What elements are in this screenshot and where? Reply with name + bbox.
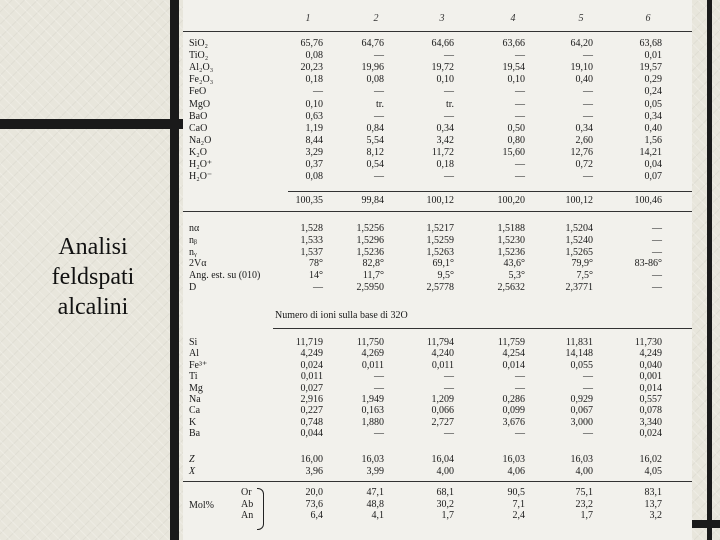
ions-cell: 0,066 — [431, 405, 454, 417]
optics-cell: 1,5259 — [426, 234, 454, 246]
oxides-cell: 5,54 — [366, 134, 384, 146]
oxides-cell: 64,20 — [570, 38, 593, 49]
optics-label: Ang. est. su (010) — [189, 270, 261, 282]
section-rule — [183, 211, 692, 212]
mol-cell: 1,7 — [580, 510, 593, 521]
oxides-cell: 0,54 — [366, 159, 384, 170]
zx-cell: 4,00 — [436, 465, 454, 477]
ions-label: Ti — [189, 371, 198, 383]
oxides-cell: 1,19 — [305, 122, 323, 134]
mol-label: Mol% — [189, 500, 214, 511]
mol-cell: 75,1 — [575, 487, 593, 498]
oxides-label: H₂O⁻ — [189, 171, 213, 183]
ions-cell: 0,014 — [639, 382, 662, 394]
optics-cell: — — [652, 270, 662, 282]
zx-cell: 16,02 — [639, 454, 662, 465]
ions-cell: — — [444, 428, 454, 440]
oxides-cell: 2,60 — [575, 134, 593, 146]
mol-label: An — [241, 510, 254, 521]
ions-cell: 2,727 — [431, 416, 454, 428]
mol-rule — [183, 481, 692, 482]
optics-cell: 1,5236 — [356, 246, 384, 258]
mol-label: Ab — [241, 498, 254, 510]
oxides-cell: 19,10 — [570, 62, 593, 74]
oxides-cell: 0,10 — [305, 98, 323, 110]
mol-cell: 20,0 — [305, 487, 323, 498]
ions-cell: 0,557 — [639, 394, 662, 405]
oxides-cell: 0,63 — [305, 110, 323, 122]
oxides-cell: — — [515, 50, 525, 62]
ions-cell: 0,078 — [639, 405, 662, 417]
mol-cell: 48,8 — [366, 498, 384, 510]
oxides-cell: 0,10 — [507, 74, 525, 86]
ions-cell: 0,067 — [570, 405, 593, 417]
mol-cell: 6,4 — [310, 510, 323, 521]
oxides-cell: 8,44 — [305, 134, 323, 146]
slide-title-line-2: feldspati — [51, 264, 135, 290]
oxides-cell: 64,66 — [431, 38, 454, 49]
ions-cell: 11,750 — [356, 337, 384, 348]
mol-cell: 13,7 — [644, 498, 662, 510]
oxides-cell: — — [374, 50, 384, 62]
optics-cell: 2,5632 — [497, 282, 525, 293]
optics-cell: — — [652, 223, 662, 234]
ions-cell: 0,011 — [431, 359, 454, 371]
ions-cell: — — [444, 382, 454, 394]
optics-cell: 43,6° — [503, 258, 525, 270]
oxides-cell: — — [515, 159, 525, 170]
oxides-cell: 19,54 — [502, 62, 525, 74]
oxides-cell: 0,08 — [366, 74, 384, 86]
zx-cell: 4,05 — [644, 465, 662, 477]
ions-cell: 0,027 — [300, 382, 323, 394]
ions-cell: 0,001 — [639, 371, 662, 383]
optics-cell: — — [313, 282, 323, 293]
oxides-cell: 0,04 — [644, 159, 662, 170]
oxides-cell: 64,76 — [361, 38, 384, 49]
oxides-cell: 0,40 — [575, 74, 593, 86]
oxides-cell: — — [515, 86, 525, 98]
ions-cell: 1,209 — [431, 394, 454, 405]
oxides-label: SiO₂ — [189, 38, 209, 49]
ions-cell: — — [515, 371, 525, 383]
optics-cell: 2,3771 — [565, 282, 593, 293]
oxides-cell: tr. — [445, 98, 454, 110]
mol-bracket — [257, 488, 264, 530]
ions-cell: 0,014 — [502, 359, 525, 371]
optics-cell: — — [652, 282, 662, 293]
oxides-cell: 0,24 — [644, 86, 662, 98]
oxides-cell: 19,72 — [431, 62, 454, 74]
oxides-cell: 8,12 — [366, 146, 384, 158]
oxides-cell: — — [515, 171, 525, 183]
optics-label: 2Vα — [189, 258, 207, 270]
ions-cell: 11,794 — [426, 337, 454, 348]
optics-cell: 69,1° — [432, 258, 454, 270]
optics-cell: 79,9° — [571, 258, 593, 270]
optics-cell: 14° — [309, 270, 323, 282]
ions-cell: 0,011 — [300, 371, 323, 383]
mol-cell: 30,2 — [436, 498, 454, 510]
oxides-cell: 0,08 — [305, 50, 323, 62]
oxides-cell: 0,29 — [644, 74, 662, 86]
oxides-cell: 63,66 — [502, 38, 525, 49]
ions-label: K — [189, 416, 197, 428]
oxides-label: Na₂O — [189, 134, 212, 146]
oxides-cell: 3,29 — [305, 146, 323, 158]
mol-cell: 73,6 — [305, 498, 323, 510]
zx-cell: 4,00 — [575, 465, 593, 477]
optics-label: nᵧ — [189, 246, 197, 258]
ions-cell: 3,000 — [570, 416, 593, 428]
ions-cell: 0,748 — [300, 416, 323, 428]
mol-cell: 83,1 — [644, 487, 662, 498]
ions-label: Mg — [189, 382, 203, 394]
oxides-cell: — — [444, 110, 454, 122]
ions-cell: 0,024 — [300, 359, 323, 371]
optics-cell: 83-86° — [634, 258, 662, 270]
zx-label: Z — [189, 454, 195, 465]
oxides-cell: 0,50 — [507, 122, 525, 134]
oxides-cell: — — [583, 86, 593, 98]
oxides-cell: 19,57 — [639, 62, 662, 74]
column-header: 4 — [510, 13, 516, 24]
oxides-label: FeO — [189, 86, 207, 98]
decorative-bar-bottom — [690, 520, 720, 528]
ions-cell: 4,240 — [431, 348, 454, 360]
decorative-bar-vertical — [170, 0, 179, 540]
ions-cell: 11,719 — [295, 337, 323, 348]
feldspar-analysis-table — [183, 0, 692, 540]
oxides-cell: 0,01 — [644, 50, 662, 62]
oxides-cell: 0,34 — [575, 122, 593, 134]
optics-cell: 1,5240 — [565, 234, 593, 246]
ions-cell: 0,227 — [300, 405, 323, 417]
optics-cell: 1,5217 — [426, 223, 454, 234]
ions-cell: — — [374, 371, 384, 383]
oxides-cell: 0,07 — [644, 171, 662, 183]
optics-cell: 2,5950 — [356, 282, 384, 293]
oxides-cell: — — [583, 171, 593, 183]
oxides-label: Fe₂O₃ — [189, 74, 214, 86]
oxides-label: BaO — [189, 110, 208, 122]
oxides-cell: 0,10 — [436, 74, 454, 86]
ions-cell: 0,040 — [639, 359, 662, 371]
oxides-cell: 0,08 — [305, 171, 323, 183]
totals-cell: 99,84 — [361, 195, 384, 206]
column-header: 1 — [305, 13, 311, 24]
ions-cell: — — [515, 382, 525, 394]
ions-cell: — — [583, 371, 593, 383]
oxides-cell: 19,96 — [361, 62, 384, 74]
table-top-rule — [183, 31, 692, 32]
oxides-label: H₂O⁺ — [189, 159, 213, 170]
totals-rule — [288, 191, 692, 192]
mol-cell: 7,1 — [512, 498, 525, 510]
oxides-cell: — — [374, 86, 384, 98]
ions-title-rule — [273, 328, 692, 329]
ions-label: Ba — [189, 428, 201, 440]
zx-cell: 16,03 — [361, 454, 384, 465]
ions-cell: 4,249 — [300, 348, 323, 360]
oxides-cell: 0,72 — [575, 159, 593, 170]
oxides-cell: 0,18 — [305, 74, 323, 86]
oxides-cell: — — [444, 50, 454, 62]
optics-cell: 7,5° — [576, 270, 593, 282]
optics-cell: 1,5204 — [565, 223, 593, 234]
optics-cell: 1,5236 — [497, 246, 525, 258]
oxides-cell: — — [583, 50, 593, 62]
oxides-label: CaO — [189, 122, 208, 134]
ions-cell: 0,011 — [361, 359, 384, 371]
ions-cell: 0,286 — [502, 394, 525, 405]
oxides-cell: 0,40 — [644, 122, 662, 134]
totals-cell: 100,35 — [295, 195, 323, 206]
oxides-label: TiO₂ — [189, 50, 209, 62]
oxides-cell: — — [515, 110, 525, 122]
optics-cell: 2,5778 — [426, 282, 454, 293]
mol-label: Or — [241, 487, 252, 498]
oxides-cell: 15,60 — [502, 146, 525, 158]
zx-label: X — [189, 465, 196, 477]
ions-cell: — — [583, 382, 593, 394]
optics-cell: 1,537 — [300, 246, 323, 258]
optics-cell: 5,3° — [508, 270, 525, 282]
optics-cell: 9,5° — [437, 270, 454, 282]
oxides-cell: 0,05 — [644, 98, 662, 110]
column-header: 2 — [373, 13, 379, 24]
ions-cell: 0,929 — [570, 394, 593, 405]
oxides-cell: 0,34 — [644, 110, 662, 122]
ions-label: Ca — [189, 405, 201, 417]
ions-cell: — — [583, 428, 593, 440]
totals-cell: 100,20 — [497, 195, 525, 206]
totals-cell: 100,46 — [634, 195, 662, 206]
zx-cell: 3,96 — [305, 465, 323, 477]
oxides-label: K₂O — [189, 146, 207, 158]
zx-cell: 3,99 — [366, 465, 384, 477]
zx-cell: 16,03 — [502, 454, 525, 465]
column-header: 3 — [439, 13, 445, 24]
oxides-cell: — — [583, 110, 593, 122]
oxides-label: Al₂O₃ — [189, 62, 214, 74]
oxides-cell: 0,37 — [305, 159, 323, 170]
ions-cell: 14,148 — [565, 348, 593, 360]
ions-cell: — — [515, 428, 525, 440]
optics-label: D — [189, 282, 197, 293]
slide-title-line-3: alcalini — [57, 294, 129, 320]
optics-label: nᵦ — [189, 234, 197, 246]
ions-cell: 3,676 — [502, 416, 525, 428]
oxides-cell: 63,68 — [639, 38, 662, 49]
slide-title-line-1: Analisi — [58, 234, 128, 260]
column-header: 5 — [578, 13, 584, 24]
ions-cell: 4,254 — [502, 348, 525, 360]
oxides-cell: 12,76 — [570, 146, 593, 158]
optics-cell: 82,8° — [362, 258, 384, 270]
oxides-cell: 14,21 — [639, 146, 662, 158]
optics-cell: 1,5256 — [356, 223, 384, 234]
ions-cell: 0,044 — [300, 428, 323, 440]
ions-cell: — — [444, 371, 454, 383]
optics-label: nα — [189, 223, 200, 234]
totals-cell: 100,12 — [565, 195, 593, 206]
ions-cell: 11,831 — [565, 337, 593, 348]
ions-label: Fe³⁺ — [189, 359, 208, 371]
optics-cell: 11,7° — [362, 270, 384, 282]
optics-cell: 1,528 — [300, 223, 323, 234]
ions-cell: — — [374, 428, 384, 440]
mol-cell: 47,1 — [366, 487, 384, 498]
oxides-cell: 20,23 — [300, 62, 323, 74]
optics-cell: 1,5230 — [497, 234, 525, 246]
optics-cell: 1,5188 — [497, 223, 525, 234]
slide-title — [18, 232, 168, 322]
zx-cell: 16,00 — [300, 454, 323, 465]
ions-cell: 0,099 — [502, 405, 525, 417]
optics-cell: 78° — [309, 258, 323, 270]
oxides-cell: — — [374, 110, 384, 122]
oxides-cell: 11,72 — [431, 146, 454, 158]
optics-cell: 1,5296 — [356, 234, 384, 246]
ions-cell: 11,759 — [497, 337, 525, 348]
zx-cell: 4,06 — [507, 465, 525, 477]
ions-cell: 4,249 — [639, 348, 662, 360]
ions-cell: 3,340 — [639, 416, 662, 428]
oxides-cell: 0,84 — [366, 122, 384, 134]
optics-cell: 1,533 — [300, 234, 323, 246]
mol-cell: 2,4 — [512, 510, 525, 521]
oxides-cell: — — [444, 86, 454, 98]
mol-cell: 1,7 — [441, 510, 454, 521]
ions-cell: 4,269 — [361, 348, 384, 360]
ions-cell: 1,880 — [361, 416, 384, 428]
mol-cell: 90,5 — [507, 487, 525, 498]
ions-cell: 2,916 — [300, 394, 323, 405]
ions-label: Na — [189, 394, 201, 405]
column-header: 6 — [645, 13, 651, 24]
ions-label: Al — [189, 348, 199, 360]
zx-cell: 16,04 — [431, 454, 454, 465]
oxides-cell: 0,80 — [507, 134, 525, 146]
ions-cell: 0,163 — [361, 405, 384, 417]
ions-label: Si — [189, 337, 198, 348]
totals-cell: 100,12 — [426, 195, 454, 206]
mol-cell: 3,2 — [649, 510, 662, 521]
oxides-cell: 1,56 — [644, 134, 662, 146]
mol-cell: 23,2 — [575, 498, 593, 510]
oxides-cell: — — [374, 171, 384, 183]
oxides-cell: 0,34 — [436, 122, 454, 134]
ions-section-title: Numero di ioni sulla base di 32O — [275, 310, 408, 321]
oxides-cell: 65,76 — [300, 38, 323, 49]
oxides-cell: — — [515, 98, 525, 110]
ions-cell: 11,730 — [634, 337, 662, 348]
oxides-cell: tr. — [375, 98, 384, 110]
optics-cell: 1,5265 — [565, 246, 593, 258]
optics-cell: — — [652, 234, 662, 246]
mol-cell: 4,1 — [371, 510, 384, 521]
optics-cell: 1,5263 — [426, 246, 454, 258]
ions-cell: — — [374, 382, 384, 394]
oxides-cell: — — [313, 86, 323, 98]
ions-cell: 0,024 — [639, 428, 662, 440]
zx-cell: 16,03 — [570, 454, 593, 465]
ions-cell: 0,055 — [570, 359, 593, 371]
oxides-cell: — — [583, 98, 593, 110]
ions-cell: 1,949 — [361, 394, 384, 405]
decorative-bar-horizontal — [0, 119, 186, 129]
oxides-cell: 0,18 — [436, 159, 454, 170]
oxides-label: MgO — [189, 98, 211, 110]
optics-cell: — — [652, 246, 662, 258]
decorative-bar-right — [707, 0, 712, 540]
oxides-cell: — — [444, 171, 454, 183]
oxides-cell: 3,42 — [436, 134, 454, 146]
mol-cell: 68,1 — [436, 487, 454, 498]
